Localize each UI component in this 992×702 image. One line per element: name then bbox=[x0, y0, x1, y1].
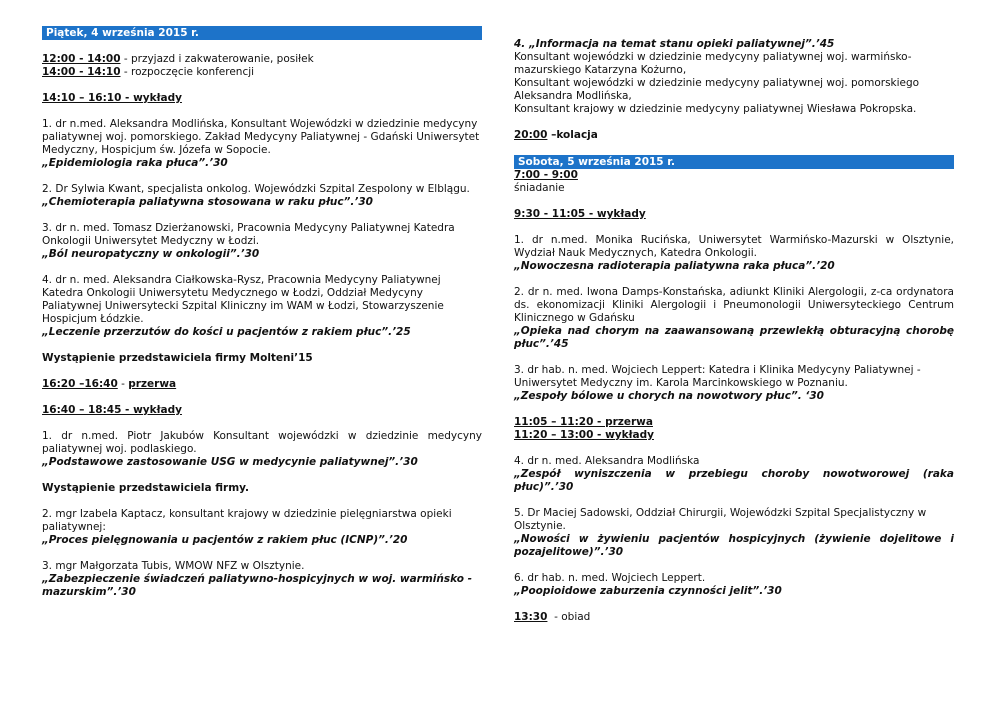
friday-column bbox=[42, 26, 482, 612]
lunch-label: - obiad bbox=[547, 611, 591, 623]
lecture-item bbox=[42, 508, 482, 547]
lecture-item bbox=[42, 274, 482, 339]
lecture-speaker: 3. dr n. med. Tomasz Dzierżanowski, Pracownia Medycyny Paliatywnej Katedra Onkologii Uniwersytet Medyczny w Łodzi. bbox=[42, 222, 455, 247]
lectures-heading-3: 9:30 - 11:05 - wykłady bbox=[514, 208, 646, 220]
lecture-speaker: 6. dr hab. n. med. Wojciech Leppert. bbox=[514, 572, 706, 584]
lecture-item bbox=[42, 222, 482, 261]
dinner-time: 20:00 bbox=[514, 129, 548, 141]
lecture-title: „Zabezpieczenie świadczeń paliatywno-hospicyjnych w woj. warmińsko -mazurskim”.’30 bbox=[42, 573, 472, 598]
lecture-title: „Epidemiologia raka płuca”.’30 bbox=[42, 157, 228, 169]
lecture-title: „Chemioterapia paliatywna stosowana w raku płuc”.’30 bbox=[42, 196, 373, 208]
lecture-title: „Zespół wyniszczenia w przebiegu choroby nowotworowej (raka płuc)”.’30 bbox=[514, 468, 954, 493]
consultant-line: Konsultant wojewódzki w dziedzinie medycyny paliatywnej woj. pomorskiego Aleksandra Modlińska, bbox=[514, 77, 920, 102]
lecture-title: 4. „Informacja na temat stanu opieki paliatywnej”.’45 bbox=[514, 38, 835, 50]
lectures-heading-2: 16:40 – 18:45 - wykłady bbox=[42, 404, 182, 416]
dinner-label: –kolacja bbox=[547, 129, 598, 141]
lecture-title: „Ból neuropatyczny w onkologii”.’30 bbox=[42, 248, 260, 260]
lecture-speaker: 4. dr n. med. Aleksandra Modlińska bbox=[514, 455, 700, 467]
lecture-item bbox=[514, 286, 954, 351]
lecture-item bbox=[514, 572, 954, 598]
lecture-title: „Podstawowe zastosowanie USG w medycynie paliatywnej”.’30 bbox=[42, 456, 418, 468]
lecture-title: „Nowoczesna radioterapia paliatywna raka płuca”.’20 bbox=[514, 260, 835, 272]
breakfast bbox=[514, 169, 954, 195]
lecture-speaker: 1. dr n.med. Aleksandra Modlińska, Konsultant Wojewódzki w dziedzinie medycyny paliatywnej woj. pomorskiego. Zakład Medycyny Paliatywnej - Gdański Uniwersytet Medyczny, Hospicjum św. Józefa w Sopocie. bbox=[42, 118, 480, 156]
lecture-item bbox=[514, 364, 954, 403]
breakfast-label: śniadanie bbox=[514, 182, 565, 194]
lecture-item bbox=[42, 183, 482, 209]
lecture-title: „Nowości w żywieniu pacjentów hospicyjnych (żywienie dojelitowe i pozajelitowe)”.’30 bbox=[514, 533, 954, 558]
saturday-day-header: Sobota, 5 września 2015 r. bbox=[514, 155, 954, 169]
opening-text: - rozpoczęcie konferencji bbox=[120, 66, 255, 78]
lectures-heading-1: 14:10 – 16:10 - wykłady bbox=[42, 92, 182, 104]
lectures-heading-4: 11:20 – 13:00 - wykłady bbox=[514, 429, 654, 441]
lecture-item bbox=[42, 560, 482, 599]
lecture-speaker: 3. mgr Małgorzata Tubis, WMOW NFZ w Olsztynie. bbox=[42, 560, 305, 572]
lecture-speaker: 2. mgr Izabela Kaptacz, konsultant krajowy w dziedzinie pielęgniarstwa opieki paliatywnej: bbox=[42, 508, 452, 533]
lunch-time: 13:30 bbox=[514, 611, 548, 623]
dinner bbox=[514, 129, 954, 142]
lecture-speaker: 2. dr n. med. Iwona Damps-Konstańska, adiunkt Kliniki Alergologii, z-ca ordynatora ds. ekonomizacji Kliniki Alergologii i Pneumonologii Uniwersyteckiego Centrum Klinicznego w Gdańsku bbox=[514, 286, 954, 324]
break-label: przerwa bbox=[128, 378, 177, 390]
arrival-text: - przyjazd i zakwaterowanie, posiłek bbox=[120, 53, 314, 65]
arrival-schedule bbox=[42, 53, 482, 79]
arrival-time: 12:00 - 14:00 bbox=[42, 53, 121, 65]
friday-day-header: Piątek, 4 września 2015 r. bbox=[42, 26, 482, 40]
break-1 bbox=[42, 378, 482, 391]
lecture-item bbox=[42, 430, 482, 469]
saturday-column bbox=[514, 38, 954, 624]
lecture-title: „Opieka nad chorym na zaawansowaną przewlekłą obturacyjną chorobę płuc”.’45 bbox=[514, 325, 954, 350]
break-2 bbox=[514, 416, 954, 442]
sponsor-talk-1: Wystąpienie przedstawiciela firmy Molteni’15 bbox=[42, 352, 313, 364]
sponsor-talk-2: Wystąpienie przedstawiciela firmy. bbox=[42, 482, 250, 494]
break-time: 16:20 –16:40 bbox=[42, 378, 118, 390]
lecture-speaker: 1. dr n.med. Monika Rucińska, Uniwersytet Warmińsko-Mazurski w Olsztynie, Wydział Nauk Medycznych, Katedra Onkologii. bbox=[514, 234, 954, 259]
lecture-speaker: 3. dr hab. n. med. Wojciech Leppert: Katedra i Klinika Medycyny Paliatywnej -Uniwersytet Medyczny im. Karola Marcinkowskiego w Poznaniu. bbox=[514, 364, 921, 389]
lunch bbox=[514, 611, 954, 624]
lecture-item bbox=[42, 118, 482, 170]
consultant-line: Konsultant krajowy w dziedzinie medycyny paliatywnej Wiesława Pokropska. bbox=[514, 103, 917, 115]
lecture-title: „Zespoły bólowe u chorych na nowotwory płuc”. ‘30 bbox=[514, 390, 824, 402]
opening-time: 14:00 - 14:10 bbox=[42, 66, 121, 78]
breakfast-time: 7:00 - 9:00 bbox=[514, 169, 578, 181]
break-separator: - bbox=[117, 378, 129, 390]
consultant-line: Konsultant wojewódzki w dziedzinie medycyny paliatywnej woj. warmińsko-mazurskiego Katarzyna Kożurno, bbox=[514, 51, 912, 76]
lecture-item bbox=[514, 234, 954, 273]
lecture-speaker: 5. Dr Maciej Sadowski, Oddział Chirurgii, Wojewódzki Szpital Specjalistyczny w Olsztynie. bbox=[514, 507, 927, 532]
lecture-item bbox=[514, 455, 954, 494]
lecture-item bbox=[514, 38, 954, 116]
break-time: 11:05 – 11:20 - przerwa bbox=[514, 416, 653, 428]
lecture-title: „Poopioidowe zaburzenia czynności jelit”.’30 bbox=[514, 585, 782, 597]
lecture-item bbox=[514, 507, 954, 559]
lecture-speaker: 4. dr n. med. Aleksandra Ciałkowska-Rysz, Pracownia Medycyny Paliatywnej Katedra Onkologii Uniwersytetu Medycznego w Łodzi, Oddział Medycyny Paliatywnej Uniwersytecki Szpital Kliniczny im WAM w Łodzi, Stowarzyszenie Hospicjum Łódzkie. bbox=[42, 274, 444, 325]
lecture-title: „Leczenie przerzutów do kości u pacjentów z rakiem płuc”.’25 bbox=[42, 326, 411, 338]
lecture-speaker: 2. Dr Sylwia Kwant, specjalista onkolog. Wojewódzki Szpital Zespolony w Elblągu. bbox=[42, 183, 470, 195]
lecture-speaker: 1. dr n.med. Piotr Jakubów Konsultant wojewódzki w dziedzinie medycyny paliatywnej woj. podlaskiego. bbox=[42, 430, 482, 455]
lecture-title: „Proces pielęgnowania u pacjentów z rakiem płuc (ICNP)”.’20 bbox=[42, 534, 408, 546]
